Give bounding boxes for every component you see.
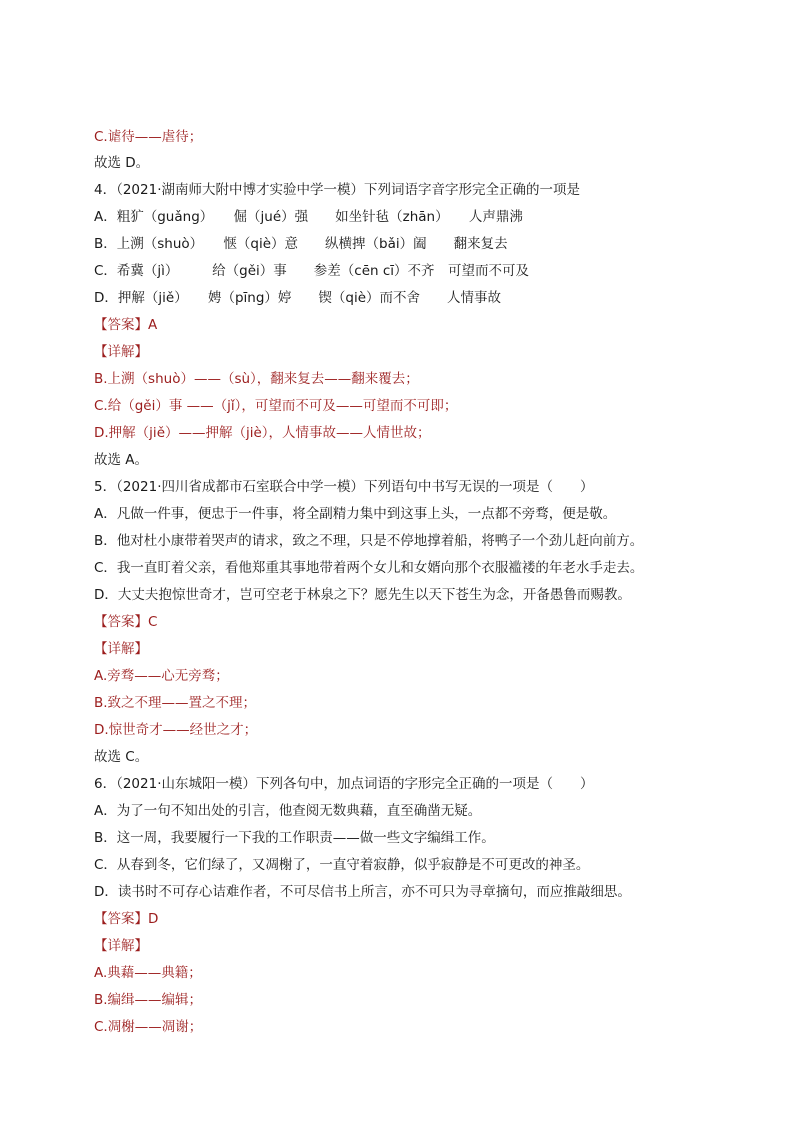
text-line: 故选 D。 bbox=[94, 155, 150, 171]
text-line: D．读书时不可存心诘难作者，不可尽信书上所言，亦不可只为寻章摘句，而应推敲细思。 bbox=[94, 884, 631, 900]
text-line: 【详解】 bbox=[94, 938, 148, 954]
text-line: 【答案】D bbox=[94, 911, 159, 927]
text-line: C．从春到冬，它们绿了，又凋榭了，一直守着寂静，似乎寂静是不可更改的神圣。 bbox=[94, 857, 590, 873]
text-line: A．粗犷（guǎng） 倔（jué）强 如坐针毡（zhān） 人声鼎沸 bbox=[94, 209, 523, 225]
text-line: 故选 C。 bbox=[94, 749, 149, 765]
text-line: B．这一周，我要履行一下我的工作职责——做一些文字编缉工作。 bbox=[94, 830, 495, 846]
text-line: 【答案】C bbox=[94, 614, 158, 630]
text-line: A.典藉——典籍； bbox=[94, 965, 202, 981]
text-line: D.押解（jiě）——押解（jiè），人情事故——人情世故； bbox=[94, 425, 431, 441]
text-line: A.旁骛——心无旁骛； bbox=[94, 668, 229, 684]
text-line: C.谑待——虐待； bbox=[94, 129, 203, 145]
text-line: C．我一直盯着父亲，看他郑重其事地带着两个女儿和女婿向那个衣服褴褛的年老水手走去。 bbox=[94, 560, 644, 576]
text-line: B．上溯（shuò） 惬（qiè）意 纵横捭（bǎi）阖 翻来复去 bbox=[94, 236, 508, 252]
text-line: D.惊世奇才——经世之才； bbox=[94, 722, 258, 738]
text-line: 【答案】A bbox=[94, 317, 158, 333]
text-line: D．押解（jiě） 娉（pīng）婷 锲（qiè）而不舍 人情事故 bbox=[94, 290, 502, 306]
text-line: D．大丈夫抱惊世奇才，岂可空老于林泉之下？愿先生以天下苍生为念，开备愚鲁而赐教。 bbox=[94, 587, 631, 603]
text-line: B.致之不理——置之不理； bbox=[94, 695, 257, 711]
text-line: C.给（gěi）事 ——（jǐ），可望而不可及——可望而不可即； bbox=[94, 398, 458, 414]
text-line: C．希冀（jì） 给（gěi）事 参差（cēn cī）不齐 可望而不可及 bbox=[94, 263, 530, 279]
text-line: B.编缉——编辑； bbox=[94, 992, 203, 1008]
text-line: 4．（2021·湖南师大附中博才实验中学一模）下列词语字音字形完全正确的一项是 bbox=[94, 182, 580, 198]
text-line: B．他对杜小康带着哭声的请求，致之不理，只是不停地撑着船，将鸭子一个劲儿赶向前方。 bbox=[94, 533, 644, 549]
text-line: 【详解】 bbox=[94, 641, 148, 657]
text-line: B.上溯（shuò）——（sù），翻来复去——翻来覆去； bbox=[94, 371, 419, 387]
text-line: 故选 A。 bbox=[94, 452, 149, 468]
text-line: 5．（2021·四川省成都市石室联合中学一模）下列语句中书写无误的一项是（ ） bbox=[94, 479, 594, 495]
text-line: 【详解】 bbox=[94, 344, 148, 360]
text-line: A．为了一句不知出处的引言，他查阅无数典藉，直至确凿无疑。 bbox=[94, 803, 482, 819]
text-line: 6．（2021·山东城阳一模）下列各句中，加点词语的字形完全正确的一项是（ ） bbox=[94, 776, 594, 792]
text-line: C.凋榭——凋谢； bbox=[94, 1019, 203, 1035]
text-line: A．凡做一件事，便忠于一件事，将全副精力集中到这事上头，一点都不旁骛，便是敬。 bbox=[94, 506, 617, 522]
